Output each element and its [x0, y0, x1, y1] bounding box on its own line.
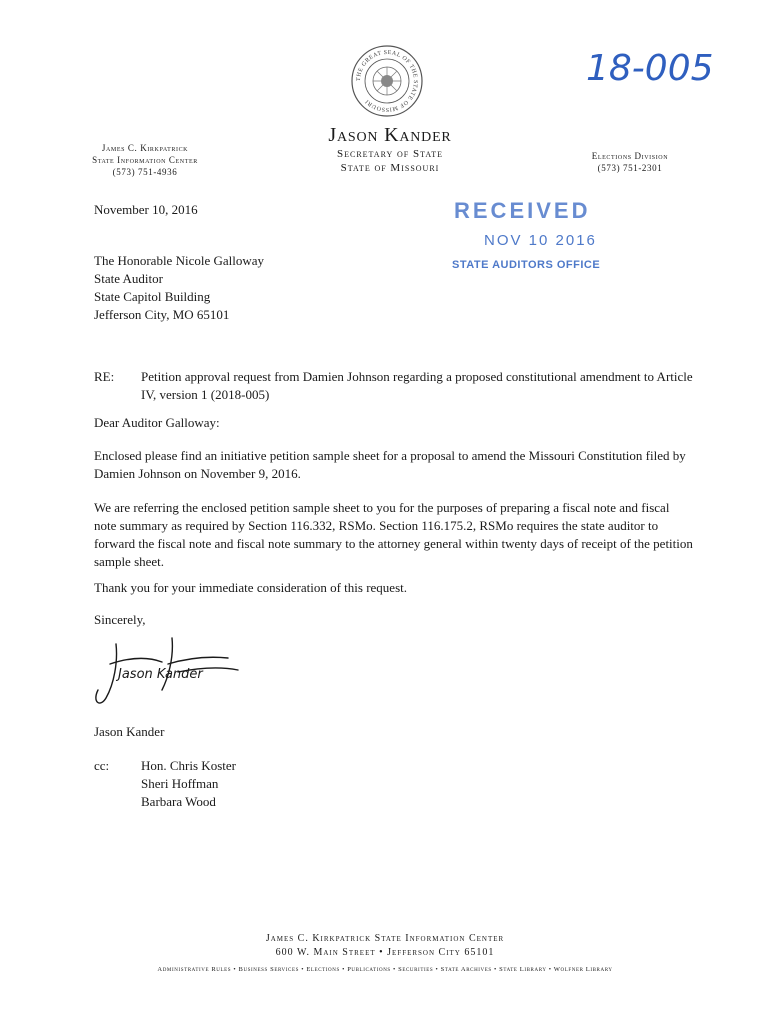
footer-address: 600 W. Main Street • Jefferson City 65101 [275, 947, 495, 958]
received-stamp [440, 198, 630, 271]
header-center-block [290, 123, 490, 175]
seal-ring-text: THE GREAT SEAL OF THE STATE OF MISSOURI [355, 49, 419, 113]
letter-date: November 10, 2016 [94, 202, 198, 217]
body-paragraph-3: Thank you for your immediate consideration of this request. [94, 580, 408, 595]
subject-label: RE: [94, 369, 115, 384]
secretary-title: Secretary of State [336, 148, 443, 160]
recipient-city: Jefferson City, MO 65101 [94, 307, 230, 322]
stamp-office: STATE AUDITORS OFFICE [452, 259, 601, 271]
header-left-line2: State Information Center [92, 155, 198, 165]
signature-text: Jason Kander [118, 667, 203, 682]
salutation: Dear Auditor Galloway: [94, 415, 220, 430]
recipient-name: The Honorable Nicole Galloway [94, 253, 265, 268]
cc-label: cc: [94, 758, 110, 773]
handwritten-number-text: 18-005 [586, 48, 714, 89]
handwritten-signature [88, 628, 268, 712]
footer-divisions: Administrative Rules • Business Services • Elections • Publications • Securities • State Archives • State Library • Wolfner Library [157, 966, 613, 973]
subject-text: Petition approval request from Damien Johnson regarding a proposed constitutional amendment to Article IV, version 1 (2018-005) [141, 369, 693, 402]
stamp-received: RECEIVED [454, 198, 591, 223]
recipient-title: State Auditor [94, 271, 163, 286]
cc-name: Barbara Wood [141, 794, 216, 809]
subject-line [94, 368, 694, 404]
header-left-line1: James C. Kirkpatrick [101, 143, 189, 153]
secretary-name: Jason Kander [328, 124, 452, 146]
letterhead-footer [0, 932, 770, 976]
recipient-building: State Capitol Building [94, 289, 211, 304]
body-paragraph-2: We are referring the enclosed petition sample sheet to you for the purposes of preparing a fiscal note and fiscal note summary as required by Section 116.332, RSMo. Section 116.175.2, RSMo requires the state auditor to forward the fiscal note and fiscal note summary to the attorney general within twenty days of receipt of the petition sample sheet. [94, 500, 693, 569]
footer-building: James C. Kirkpatrick State Information Center [265, 933, 505, 944]
cc-name: Hon. Chris Koster [141, 758, 236, 773]
stamp-date: NOV 10 2016 [484, 232, 597, 249]
cc-name: Sheri Hoffman [141, 776, 219, 791]
handwritten-file-number [582, 40, 722, 96]
state-name: State of Missouri [340, 162, 440, 174]
header-right-phone: (573) 751-2301 [597, 163, 663, 173]
header-left-block [50, 142, 240, 178]
recipient-address [94, 252, 264, 324]
state-seal [350, 44, 424, 118]
body-paragraph-1: Enclosed please find an initiative petition sample sheet for a proposal to amend the Missouri Constitution filed by Damien Johnson on November 9, 2016. [94, 448, 686, 481]
header-left-phone: (573) 751-4936 [112, 167, 178, 177]
header-right-line1: Elections Division [591, 151, 669, 161]
closing: Sincerely, [94, 612, 146, 627]
header-right-block [560, 150, 700, 174]
signer-name: Jason Kander [94, 724, 165, 739]
cc-block [94, 757, 236, 811]
